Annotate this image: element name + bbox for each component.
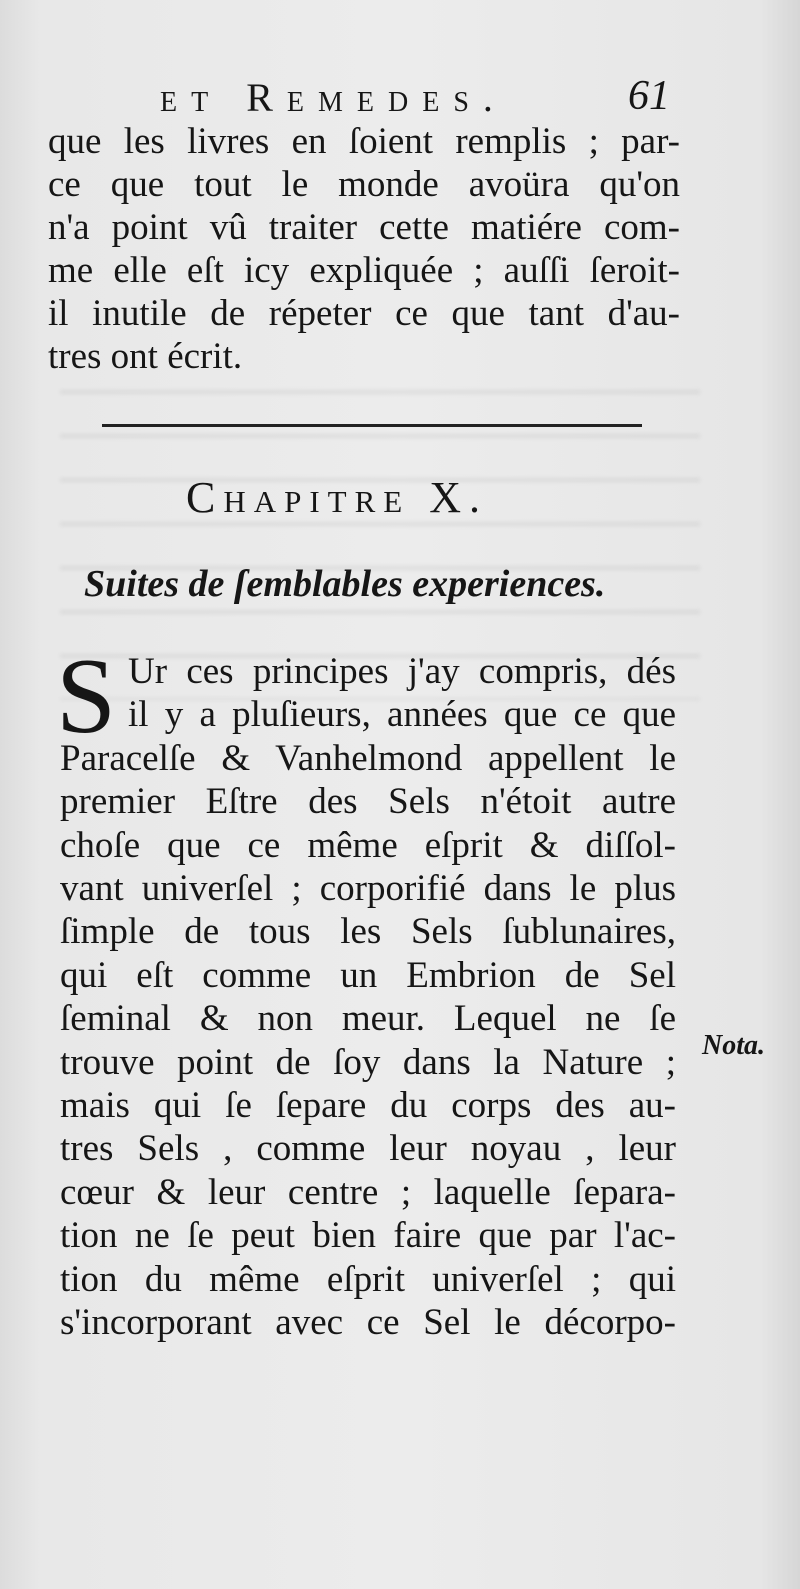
text-line: il y a pluſieurs, années que ce que: [128, 694, 676, 736]
text-line: trouve point de ſoy dans la Nature ;: [60, 1041, 676, 1083]
drop-cap: S: [56, 637, 117, 756]
show-through-texture: [60, 360, 700, 700]
text-line: me elle eſt icy expliquée ; auſſi ſeroit-: [48, 250, 680, 291]
text-line: ſeminal & non meur. Lequel ne ſe: [60, 998, 676, 1040]
text-line: ce que tout le monde avoüra qu'on: [48, 164, 680, 205]
text-line: que les livres en ſoient remplis ; par-: [48, 121, 680, 162]
text-line: choſe que ce même eſprit & diſſol-: [60, 824, 676, 866]
section-divider: [102, 424, 642, 427]
text-line: premier Eſtre des Sels n'étoit autre: [60, 781, 676, 823]
text-line: s'incorporant avec ce Sel le décorpo-: [60, 1302, 676, 1344]
running-head: et Remedes.: [160, 75, 507, 120]
margin-note: Nota.: [702, 1030, 765, 1061]
text-line: n'a point vû traiter cette matiére com-: [48, 207, 680, 248]
top-paragraph: [48, 120, 680, 378]
text-line: tres ont écrit.: [48, 336, 243, 377]
text-line: Paracelſe & Vanhelmond appellent le: [60, 737, 676, 779]
text-line: cœur & leur centre ; laquelle ſepara-: [60, 1171, 676, 1213]
text-line: tion ne ſe peut bien faire que par l'ac-: [60, 1215, 676, 1257]
page-number: 61: [628, 73, 670, 119]
text-line: Ur ces principes j'ay compris, dés: [128, 651, 676, 692]
main-paragraph: [56, 637, 676, 1345]
text-line: qui eſt comme un Embrion de Sel: [60, 954, 676, 996]
chapter-heading: Chapitre X.: [186, 473, 489, 522]
chapter-subtitle: Suites de ſemblables experiences.: [84, 563, 606, 605]
text-line: ſimple de tous les Sels ſublunaires,: [60, 911, 676, 953]
text-line: tion du même eſprit univerſel ; qui: [60, 1258, 676, 1300]
text-line: il inutile de répeter ce que tant d'au-: [48, 293, 680, 334]
text-line: vant univerſel ; corporifié dans le plus: [60, 868, 676, 910]
text-line: mais qui ſe ſepare du corps des au-: [60, 1085, 676, 1127]
text-line: tres Sels , comme leur noyau , leur: [60, 1128, 676, 1170]
